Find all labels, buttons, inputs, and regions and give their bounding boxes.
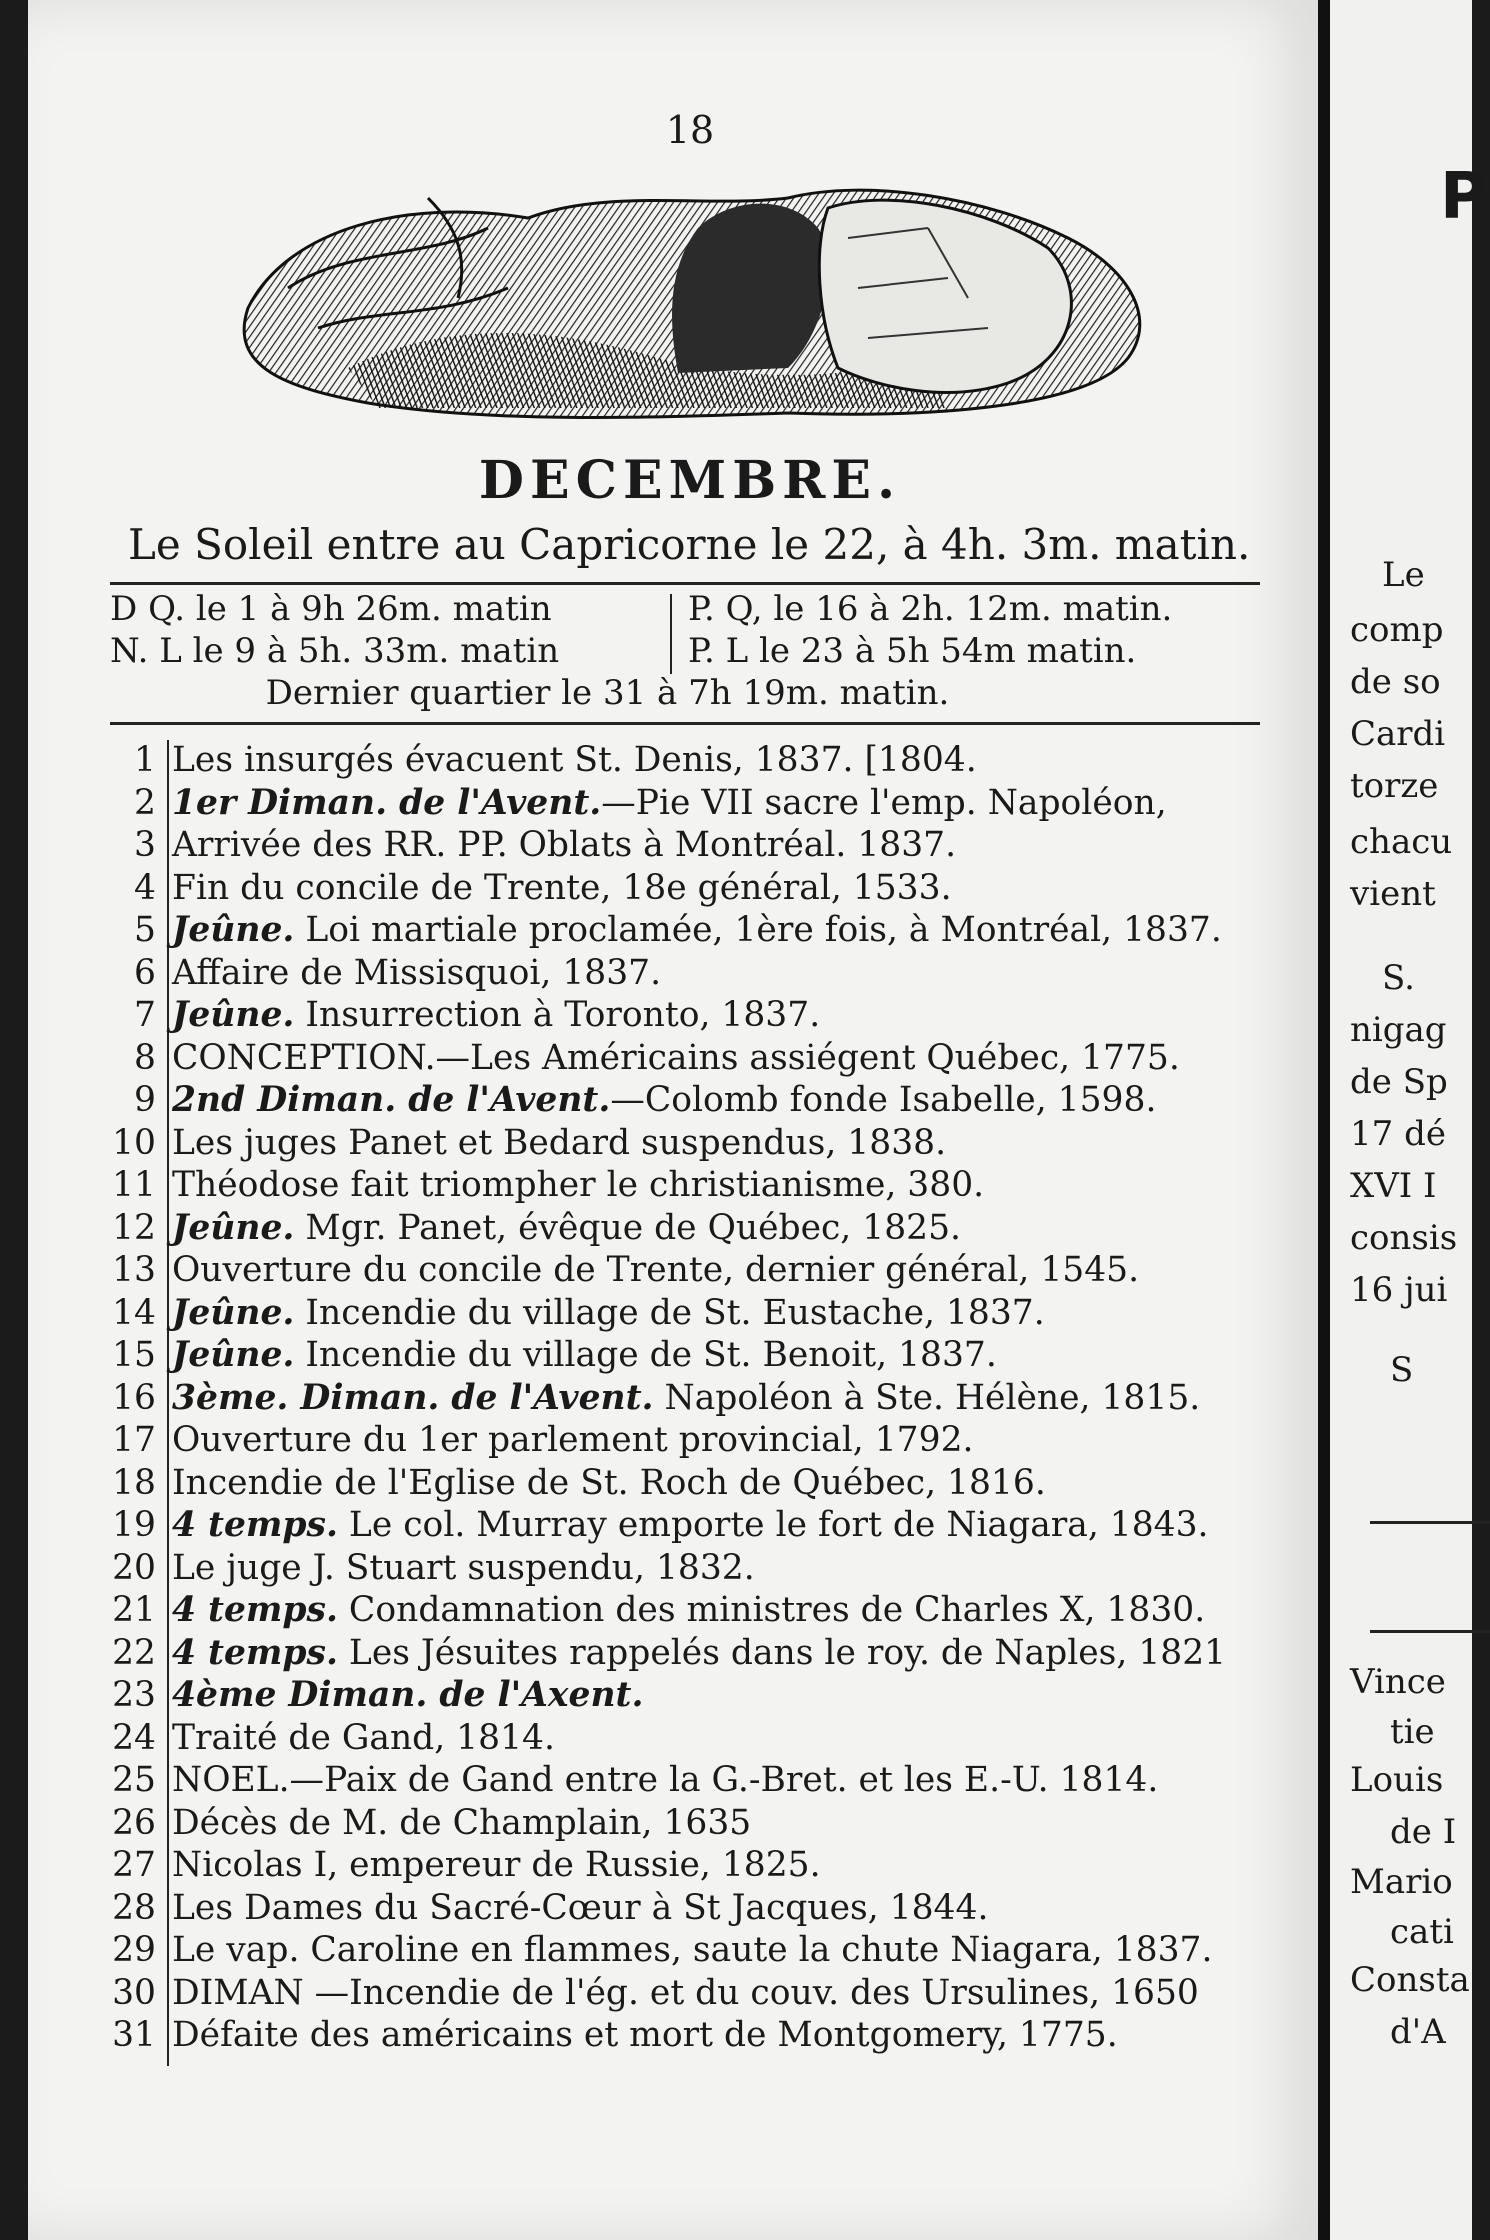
event-description: Incendie du village de St. Eustache, 1837.: [294, 1292, 1045, 1333]
event-text: [172, 2015, 1118, 2055]
event-text: [172, 1803, 751, 1843]
event-text: [172, 953, 661, 993]
event-day-number: 28: [112, 1887, 156, 1928]
event-text: [172, 1208, 961, 1248]
event-row: [98, 1888, 1288, 1931]
event-row: [98, 868, 1288, 911]
event-row: [98, 1760, 1288, 1803]
event-row: [98, 1293, 1288, 1336]
event-row: [98, 1378, 1288, 1421]
right-page-rule-2: [1370, 1630, 1490, 1633]
event-liturgical-prefix: 1er Diman. de l'Avent.: [172, 782, 602, 823]
event-text: [172, 1335, 997, 1375]
event-day-number: 6: [134, 952, 156, 993]
top-rule: [110, 582, 1260, 585]
event-row: [98, 783, 1288, 826]
event-liturgical-prefix: Jeûne.: [172, 1207, 295, 1248]
event-text: [172, 1505, 1209, 1545]
event-row: [98, 1080, 1288, 1123]
event-day-number: 7: [134, 995, 156, 1035]
event-day-number: 16: [112, 1377, 156, 1418]
right-page-line: de Sp: [1350, 1062, 1448, 1102]
event-row: [98, 825, 1288, 868]
event-day-number: 25: [112, 1760, 156, 1800]
event-row: [98, 1803, 1288, 1846]
event-liturgical-prefix: Jeûne.: [172, 1335, 295, 1375]
right-page-line: S: [1390, 1350, 1414, 1390]
event-day-number: 31: [112, 2015, 156, 2055]
right-page-line: chacu: [1350, 822, 1453, 862]
moon-row-1: [110, 588, 1265, 630]
event-day-number: 5: [134, 910, 156, 950]
event-description: Les juges Panet et Bedard suspendus, 1838.: [172, 1122, 947, 1163]
event-text: [172, 1718, 555, 1758]
event-text: [172, 1165, 984, 1205]
right-page-line: S.: [1382, 958, 1415, 998]
event-liturgical-prefix: 4ème Diman. de l'Axent.: [172, 1675, 644, 1715]
event-text: [172, 1590, 1205, 1630]
event-day-number: 23: [112, 1675, 156, 1715]
right-page-line: comp: [1350, 610, 1444, 650]
event-description: Le vap. Caroline en flammes, saute la chute Niagara, 1837.: [172, 1930, 1213, 1970]
event-liturgical-prefix: Jeûne.: [172, 1292, 295, 1333]
event-row: [98, 1548, 1288, 1591]
right-page-line: Cardi: [1350, 714, 1446, 754]
event-liturgical-prefix: 3ème. Diman. de l'Avent.: [172, 1377, 654, 1418]
event-day-number: 8: [134, 1037, 156, 1078]
right-page-line: Le: [1382, 555, 1425, 595]
event-text: [172, 1760, 1158, 1800]
event-day-number: 13: [112, 1250, 156, 1290]
book-gutter: [1318, 0, 1330, 2240]
event-text: [172, 1378, 1200, 1418]
event-text: [172, 1463, 1046, 1503]
event-day-number: 1: [134, 740, 156, 780]
event-row: [98, 1038, 1288, 1081]
event-description: Incendie de l'Eglise de St. Roch de Québec, 1816.: [172, 1462, 1046, 1503]
full-moon-text: P. L le 23 à 5h 54m matin.: [688, 631, 1137, 671]
event-day-number: 14: [112, 1292, 156, 1333]
event-row: [98, 1930, 1288, 1973]
event-row: [98, 910, 1288, 953]
event-liturgical-prefix: 4 temps.: [172, 1632, 338, 1673]
woodcut-vignette: [228, 168, 1162, 426]
event-day-number: 17: [112, 1420, 156, 1460]
event-day-number: 27: [112, 1845, 156, 1885]
event-text: [172, 1930, 1212, 1970]
event-day-number: 11: [112, 1165, 156, 1205]
event-text: [172, 740, 977, 780]
moon-row-2: [110, 630, 1265, 672]
right-page-title: P: [1440, 160, 1487, 234]
event-description: Loi martiale proclamée, 1ère fois, à Montréal, 1837.: [294, 910, 1222, 950]
event-text: [172, 910, 1222, 950]
event-description: NOEL.—Paix de Gand entre la G.-Bret. et les E.-U. 1814.: [172, 1760, 1159, 1800]
event-description: Mgr. Panet, évêque de Québec, 1825.: [294, 1207, 962, 1248]
event-description: Nicolas I, empereur de Russie, 1825.: [172, 1845, 821, 1885]
event-row: [98, 740, 1288, 783]
event-description: Les insurgés évacuent St. Denis, 1837. [1804.: [172, 740, 977, 780]
event-text: [172, 1250, 1139, 1290]
event-day-number: 15: [112, 1335, 156, 1375]
event-description: Traité de Gand, 1814.: [172, 1717, 555, 1758]
event-row: [98, 995, 1288, 1038]
event-row: [98, 1165, 1288, 1208]
event-description: Insurrection à Toronto, 1837.: [294, 995, 821, 1035]
event-description: —Colomb fonde Isabelle, 1598.: [610, 1080, 1157, 1120]
event-liturgical-prefix: Jeûne.: [172, 910, 295, 950]
event-row: [98, 1973, 1288, 2016]
event-text: [172, 1293, 1045, 1333]
event-description: Le col. Murray emporte le fort de Niagara, 1843.: [337, 1505, 1209, 1545]
event-description: Les Jésuites rappelés dans le roy. de Naples, 1821: [337, 1632, 1227, 1673]
right-page-line: Louis: [1350, 1760, 1444, 1800]
right-page-line: consis: [1350, 1218, 1458, 1258]
event-text: [172, 995, 820, 1035]
event-day-number: 30: [112, 1972, 156, 2013]
right-page: [1330, 0, 1487, 2240]
moon-divider: [670, 594, 672, 674]
event-description: Napoléon à Ste. Hélène, 1815.: [653, 1377, 1201, 1418]
new-moon-text: N. L le 9 à 5h. 33m. matin: [110, 631, 560, 671]
event-description: Défaite des américains et mort de Montgomery, 1775.: [172, 2015, 1118, 2055]
moon-phases-table: [110, 588, 1265, 714]
event-day-number: 12: [112, 1207, 156, 1248]
event-text: [172, 1675, 643, 1715]
event-description: Fin du concile de Trente, 18e général, 1533.: [172, 867, 952, 908]
event-description: DIMAN —Incendie de l'ég. et du couv. des Ursulines, 1650: [172, 1972, 1199, 2013]
event-day-number: 19: [112, 1505, 156, 1545]
right-page-line: Consta: [1350, 1960, 1470, 2000]
first-quarter-text: D Q. le 1 à 9h 26m. matin: [110, 589, 552, 629]
event-description: Les Dames du Sacré-Cœur à St Jacques, 1844.: [172, 1887, 989, 1928]
event-liturgical-prefix: 2nd Diman. de l'Avent.: [172, 1080, 611, 1120]
event-row: [98, 2015, 1288, 2058]
event-day-number: 4: [134, 867, 156, 908]
right-page-line: torze: [1350, 766, 1439, 806]
event-text: [172, 1420, 974, 1460]
event-liturgical-prefix: 4 temps.: [172, 1505, 338, 1545]
event-description: Décès de M. de Champlain, 1635: [172, 1802, 752, 1843]
event-text: [172, 1123, 946, 1163]
event-day-number: 20: [112, 1547, 156, 1588]
event-day-number: 2: [134, 782, 156, 823]
event-description: Affaire de Missisquoi, 1837.: [172, 952, 662, 993]
event-day-number: 21: [112, 1590, 156, 1630]
event-row: [98, 1845, 1288, 1888]
event-text: [172, 1973, 1199, 2013]
second-quarter-text: P. Q, le 16 à 2h. 12m. matin.: [688, 589, 1173, 629]
event-row: [98, 1208, 1288, 1251]
event-day-number: 22: [112, 1632, 156, 1673]
last-quarter-text: Dernier quartier le 31 à 7h 19m. matin.: [265, 673, 950, 713]
event-liturgical-prefix: 4 temps.: [172, 1590, 338, 1630]
event-description: Incendie du village de St. Benoit, 1837.: [294, 1335, 997, 1375]
event-text: [172, 783, 1167, 823]
event-text: [172, 1038, 1180, 1078]
event-day-number: 9: [134, 1080, 156, 1120]
event-row: [98, 1675, 1288, 1718]
event-text: [172, 1845, 821, 1885]
event-day-number: 10: [112, 1122, 156, 1163]
event-description: —Pie VII sacre l'emp. Napoléon,: [601, 782, 1167, 823]
event-description: Ouverture du concile de Trente, dernier général, 1545.: [172, 1250, 1140, 1290]
event-description: Le juge J. Stuart suspendu, 1832.: [172, 1547, 755, 1588]
event-day-number: 3: [134, 825, 156, 865]
events-list: [98, 740, 1288, 2058]
right-page-line: de so: [1350, 662, 1441, 702]
event-description: Condamnation des ministres de Charles X, 1830.: [337, 1590, 1206, 1630]
event-text: [172, 1888, 988, 1928]
event-day-number: 29: [112, 1930, 156, 1970]
event-row: [98, 1590, 1288, 1633]
right-page-line: XVI I: [1350, 1166, 1437, 1206]
event-row: [98, 1718, 1288, 1761]
event-row: [98, 1335, 1288, 1378]
event-row: [98, 1505, 1288, 1548]
event-description: Arrivée des RR. PP. Oblats à Montréal. 1837.: [172, 825, 957, 865]
event-row: [98, 953, 1288, 996]
right-page-line: vient: [1350, 874, 1436, 914]
event-row: [98, 1633, 1288, 1676]
event-text: [172, 1633, 1226, 1673]
event-description: Théodose fait triompher le christianisme, 380.: [172, 1165, 985, 1205]
right-page-line: tie: [1390, 1712, 1435, 1752]
event-description: Ouverture du 1er parlement provincial, 1792.: [172, 1420, 974, 1460]
event-day-number: 18: [112, 1462, 156, 1503]
right-page-line: d'A: [1390, 2012, 1446, 2052]
right-page-line: nigag: [1350, 1010, 1447, 1050]
event-text: [172, 825, 956, 865]
event-liturgical-prefix: Jeûne.: [172, 995, 295, 1035]
event-description: CONCEPTION.—Les Américains assiégent Québec, 1775.: [172, 1037, 1180, 1078]
month-title: DECEMBRE.: [478, 450, 902, 511]
right-page-line: Mario: [1350, 1862, 1453, 1902]
event-day-number: 24: [112, 1717, 156, 1758]
right-page-line: 16 jui: [1350, 1270, 1448, 1310]
event-row: [98, 1463, 1288, 1506]
event-row: [98, 1420, 1288, 1463]
sun-entry-line: Le Soleil entre au Capricorne le 22, à 4h. 3m. matin.: [128, 520, 1251, 569]
right-page-line: 17 dé: [1350, 1114, 1446, 1154]
page-number: 18: [665, 108, 715, 152]
bottom-rule: [110, 722, 1260, 725]
event-day-number: 26: [112, 1802, 156, 1843]
right-page-line: cati: [1390, 1912, 1454, 1952]
right-page-line: Vince: [1350, 1662, 1446, 1702]
event-text: [172, 1080, 1156, 1120]
event-text: [172, 868, 952, 908]
event-row: [98, 1250, 1288, 1293]
event-row: [98, 1123, 1288, 1166]
right-page-line: de I: [1390, 1812, 1457, 1852]
right-page-rule-1: [1370, 1521, 1490, 1524]
event-text: [172, 1548, 755, 1588]
